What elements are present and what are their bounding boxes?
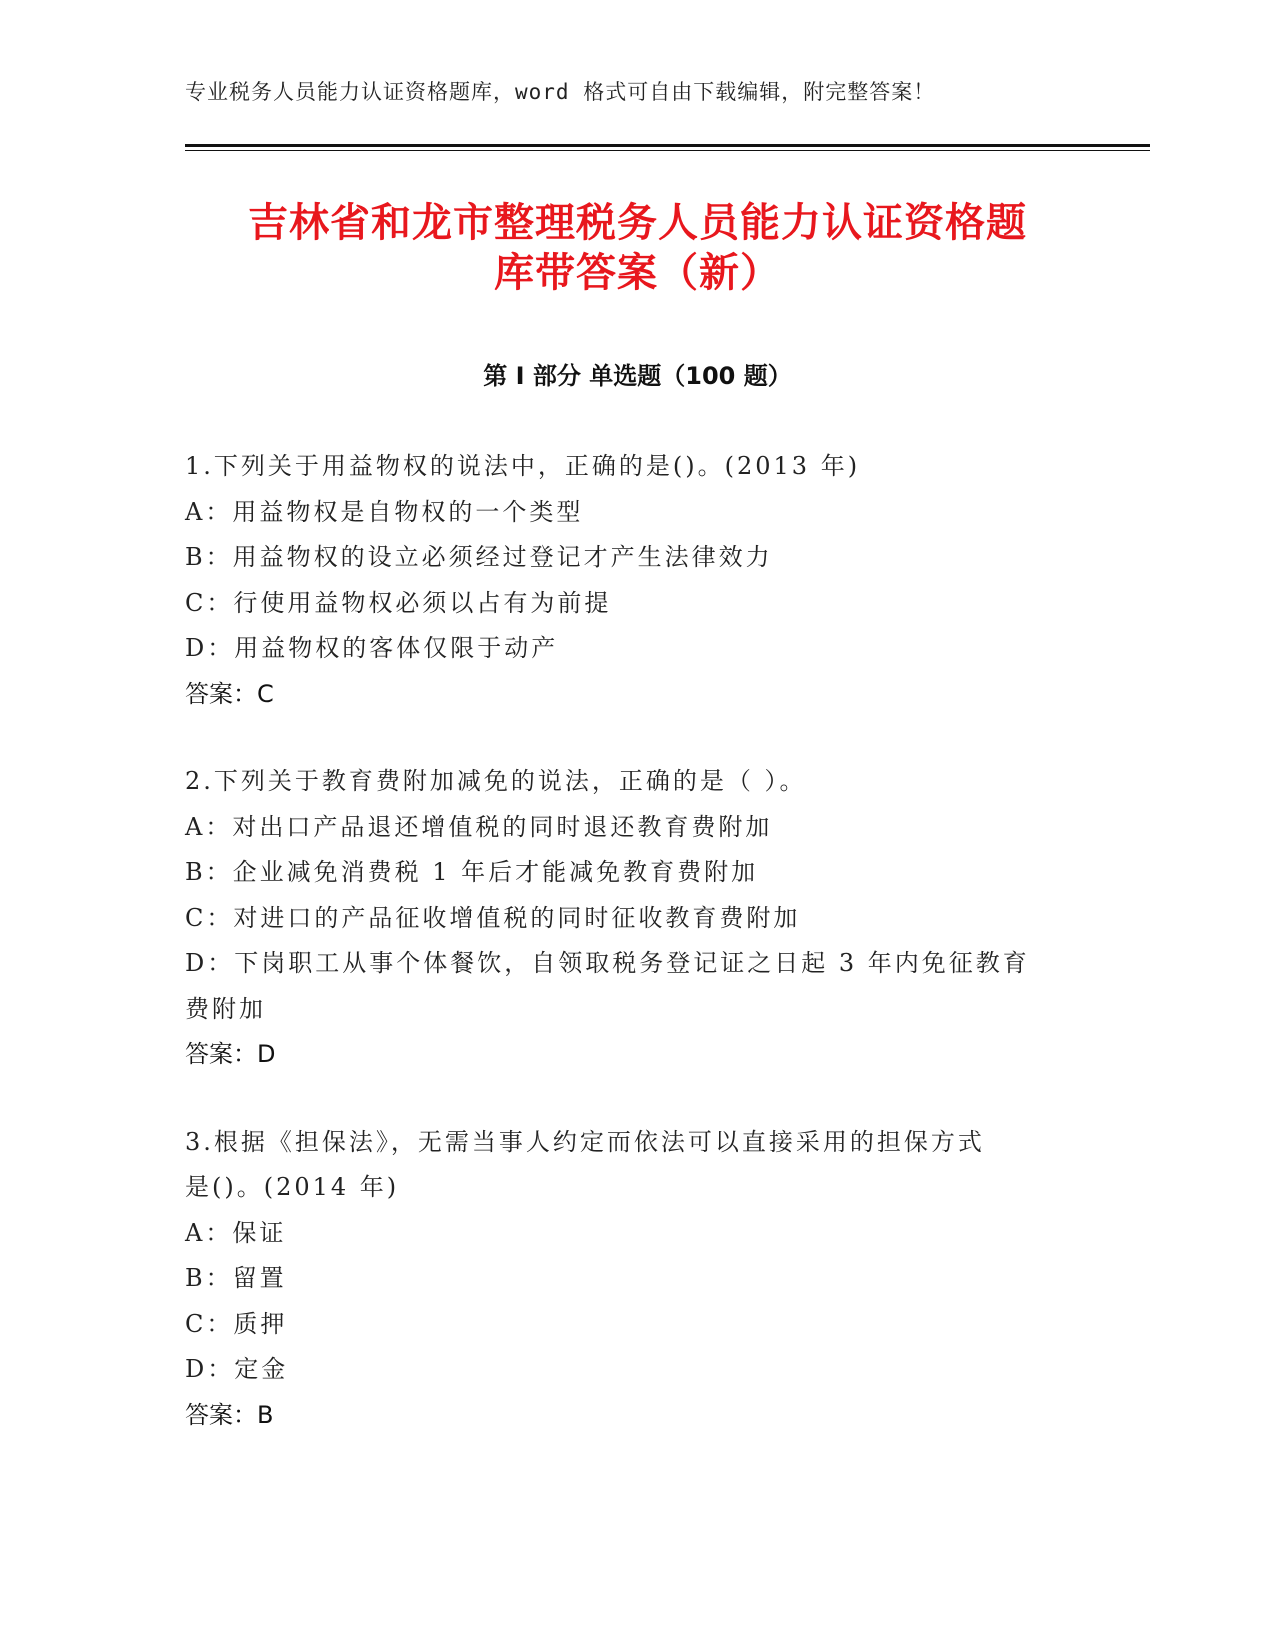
- title-line-2: 库带答案（新）: [494, 250, 781, 296]
- question-stem: 是()。(2014 年): [185, 1173, 400, 1201]
- question-stem: 1.下列关于用益物权的说法中，正确的是()。(2013 年): [185, 452, 861, 480]
- section-title: 第 I 部分 单选题（100 题）: [483, 362, 792, 390]
- document-title: [150, 198, 1125, 298]
- answer-option: B：留置: [185, 1264, 287, 1292]
- answer-option: B：企业减免消费税 1 年后才能减免教育费附加: [185, 858, 759, 886]
- answer-option: A：保证: [185, 1218, 287, 1247]
- answer-key: 答案：B: [185, 1400, 274, 1429]
- header-note: 专业税务人员能力认证资格题库，word 格式可自由下载编辑，附完整答案！: [185, 80, 936, 104]
- question-block: [185, 444, 1085, 717]
- answer-option: A：用益物权是自物权的一个类型: [185, 497, 584, 526]
- question-stem: 3.根据《担保法》，无需当事人约定而依法可以直接采用的担保方式: [185, 1127, 985, 1156]
- header-rule-thick: [185, 144, 1150, 147]
- answer-option: C：对进口的产品征收增值税的同时征收教育费附加: [185, 903, 801, 932]
- question-list: [185, 444, 1085, 1480]
- answer-option: D：定金: [185, 1355, 289, 1383]
- answer-option: C：质押: [185, 1309, 288, 1338]
- answer-key: 答案：D: [185, 1040, 276, 1068]
- answer-option: B：用益物权的设立必须经过登记才产生法律效力: [185, 543, 773, 571]
- answer-key: 答案：C: [185, 679, 274, 708]
- answer-option: 费附加: [185, 994, 266, 1023]
- answer-option: A：对出口产品退还增值税的同时退还教育费附加: [185, 812, 773, 841]
- question-stem: 2.下列关于教育费附加减免的说法，正确的是（ ）。: [185, 767, 807, 795]
- answer-option: D：用益物权的客体仅限于动产: [185, 634, 559, 662]
- question-block: [185, 759, 1085, 1078]
- answer-option: C：行使用益物权必须以占有为前提: [185, 588, 612, 617]
- question-block: [185, 1120, 1085, 1439]
- answer-option: D：下岗职工从事个体餐饮，自领取税务登记证之日起 3 年内免征教育: [185, 949, 1030, 977]
- header-rule-thin: [185, 150, 1150, 151]
- title-line-1: 吉林省和龙市整理税务人员能力认证资格题: [248, 200, 1027, 246]
